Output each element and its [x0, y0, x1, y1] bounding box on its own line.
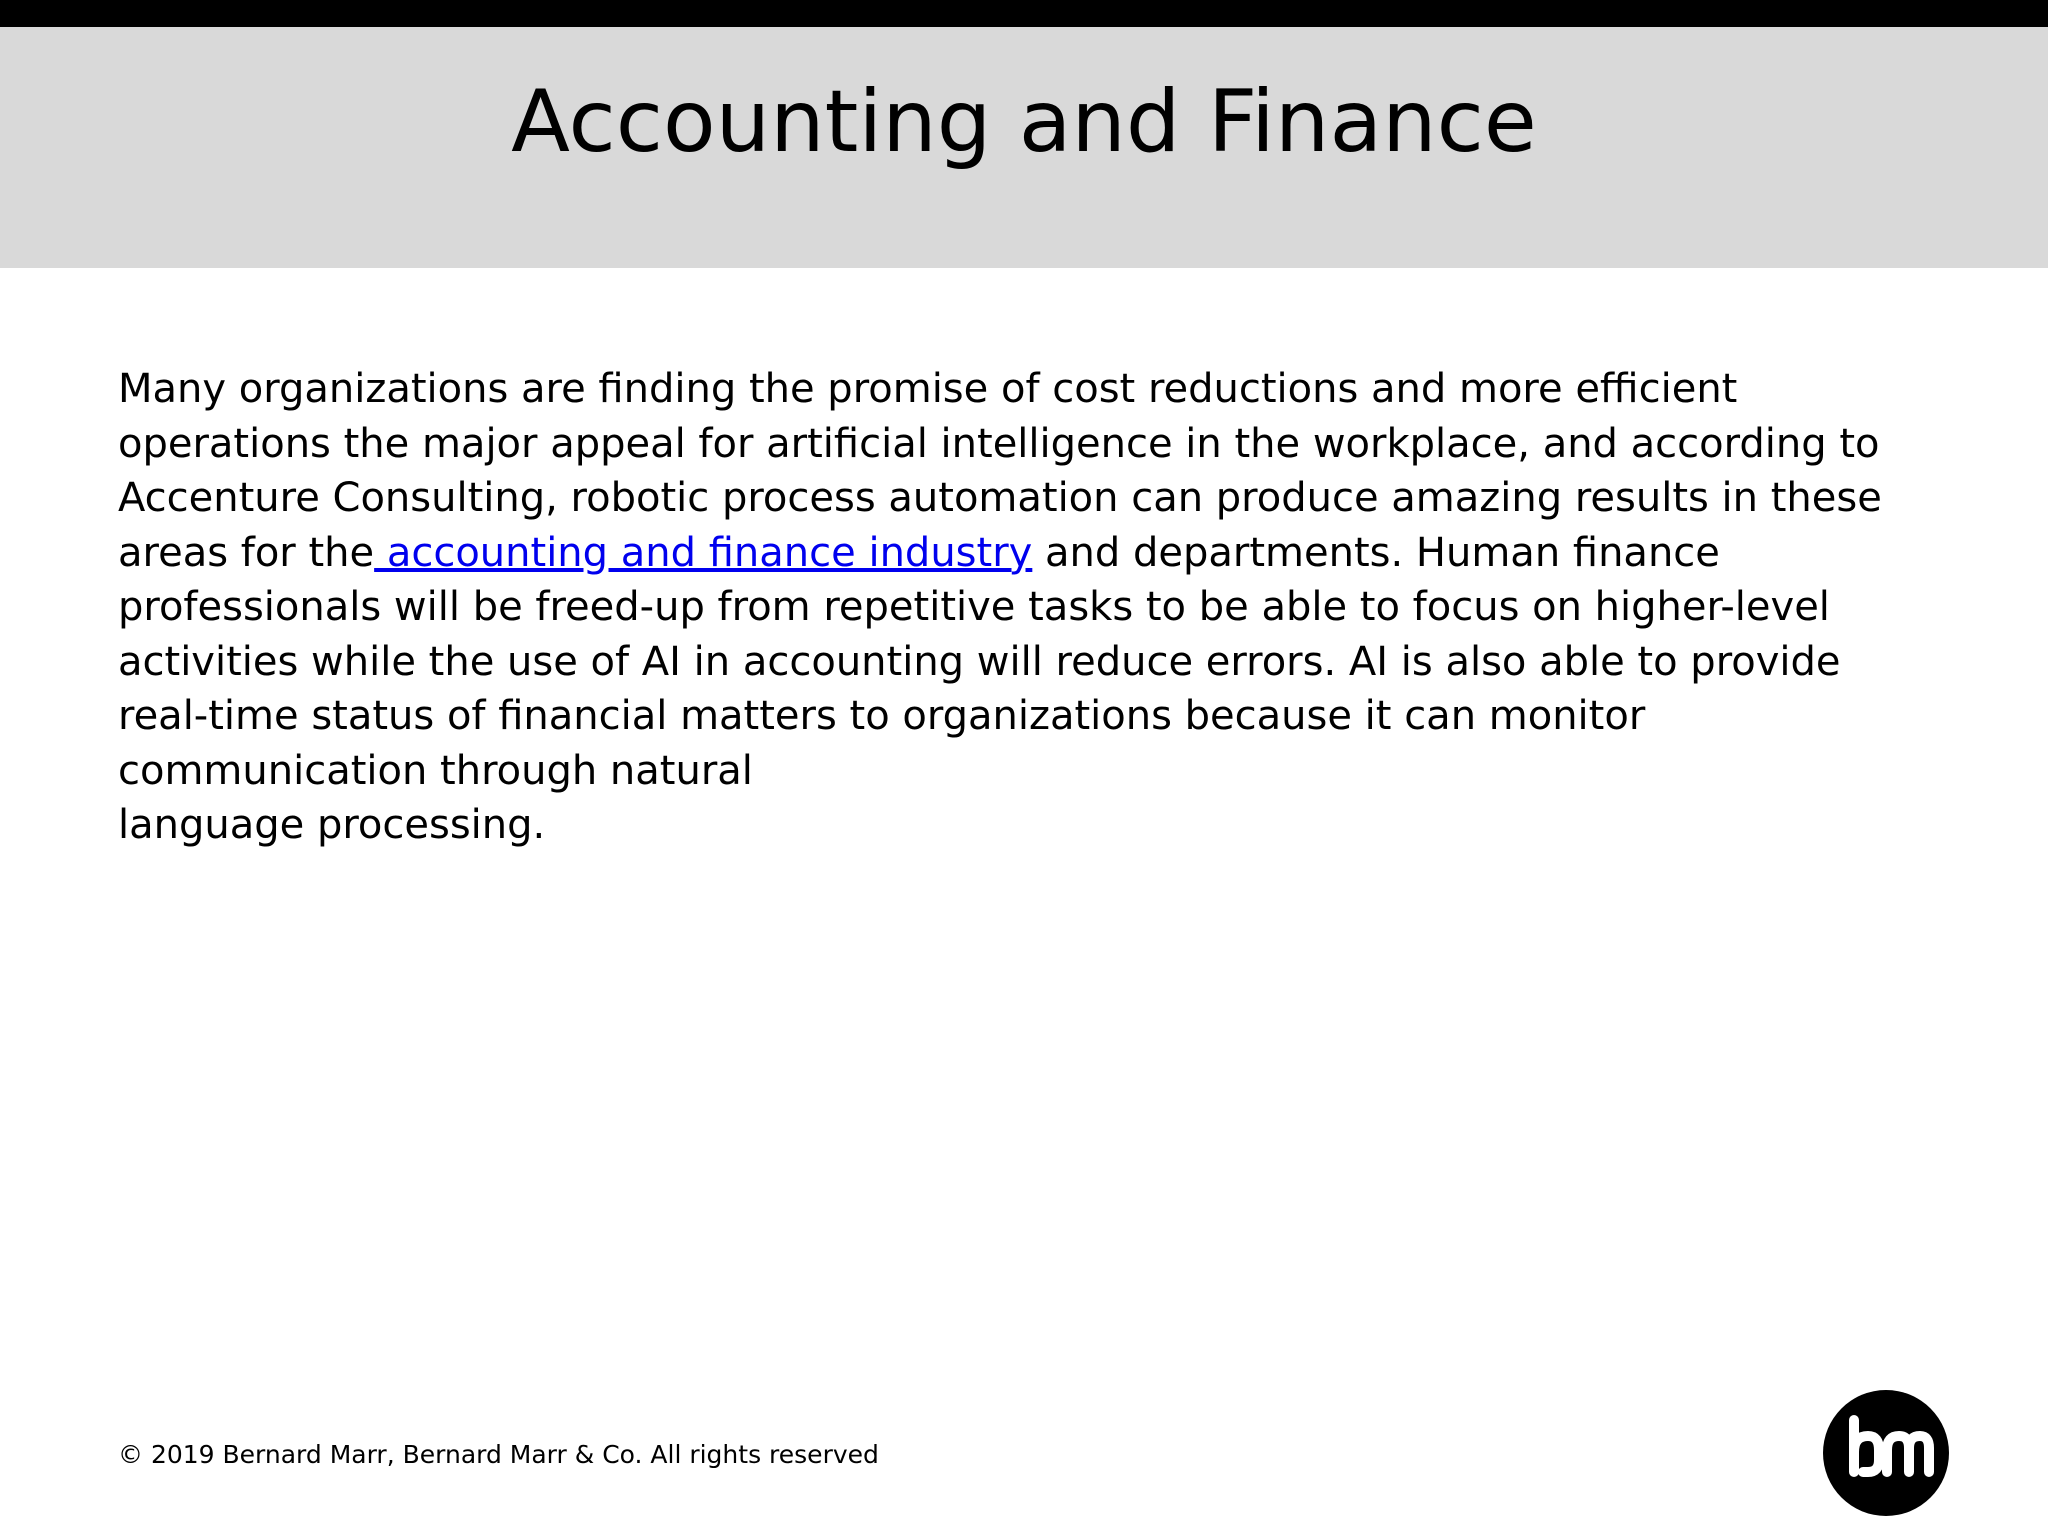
- body-line-4-end: and departments. Human finance: [1032, 529, 1720, 576]
- accounting-finance-industry-link[interactable]: accounting and finance industry: [374, 529, 1033, 576]
- body-line-6: activities while the use of AI in accounting will reduce errors. AI is also able to provide: [118, 638, 1841, 685]
- body-line-5: professionals will be freed-up from repetitive tasks to be able to focus on higher-level: [118, 584, 1830, 630]
- body-line-4-start: areas for the: [118, 529, 375, 576]
- body-line-1: Many organizations are finding the promise of cost reductions and more efficient: [118, 366, 1738, 412]
- top-black-bar: [0, 0, 2048, 27]
- body-line-2: operations the major appeal for artificial intelligence in the workplace, and according to: [118, 420, 1880, 467]
- footer-copyright: © 2019 Bernard Marr, Bernard Marr & Co. All rights reserved: [118, 1440, 879, 1469]
- slide-title: Accounting and Finance: [511, 72, 1537, 172]
- body-line-7: real-time status of financial matters to organizations because it can monitor: [118, 693, 1646, 739]
- body-paragraph: [118, 362, 1998, 853]
- body-line-4: [118, 526, 1998, 581]
- body-line-3: Accenture Consulting, robotic process automation can produce amazing results in these: [118, 475, 1882, 521]
- body-line-9: language processing.: [118, 802, 546, 848]
- bm-logo: [1823, 1390, 1949, 1516]
- body-line-8: communication through natural: [118, 747, 753, 794]
